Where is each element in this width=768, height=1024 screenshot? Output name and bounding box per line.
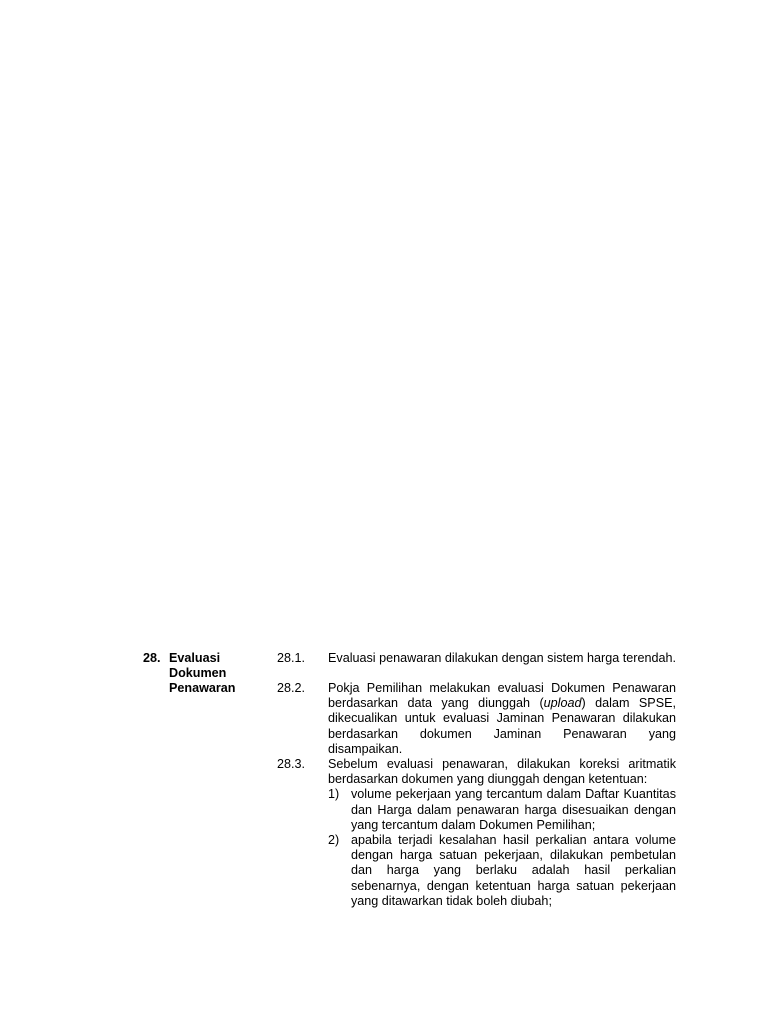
section-title-line-2: Dokumen xyxy=(169,666,227,681)
list-item-number: 2) xyxy=(328,833,340,848)
section-title-line-3: Penawaran xyxy=(169,681,236,696)
section-title-line-1: Evaluasi xyxy=(169,651,221,665)
clause-text-italic: upload xyxy=(543,696,582,711)
list-item xyxy=(328,833,676,909)
clause-number: 28.2. xyxy=(277,681,306,695)
list-item-text: apabila terjadi kesalahan hasil perkalian antara volume dengan harga satuan pekerjaan, dilakukan pembetulan dan harga yang berlaku adalah hasil perkalian sebenarnya, dengan ketentuan harga satuan pekerjaan yang ditawarkan tidak boleh diubah; xyxy=(351,833,676,908)
clause-number: 28.3. xyxy=(277,757,306,771)
clause-text xyxy=(328,681,676,757)
clause-text-after: ) dalam SPSE, dikecualikan untuk evaluasi Jaminan Penawaran dilakukan berdasarkan dokumen Jaminan Penawaran yang disampaikan. xyxy=(328,696,676,756)
list-item-number: 1) xyxy=(328,787,340,802)
clause-text: Sebelum evaluasi penawaran, dilakukan koreksi aritmatik berdasarkan dokumen yang diunggah dengan ketentuan: xyxy=(328,757,676,787)
clause-text-before: Pokja Pemilihan melakukan evaluasi Dokumen Penawaran berdasarkan data yang diunggah ( xyxy=(328,681,676,711)
provision-list xyxy=(328,787,676,909)
section-number: 28. xyxy=(143,651,161,665)
section-title xyxy=(169,651,259,697)
clause-number: 28.1. xyxy=(277,651,306,665)
clause-body xyxy=(328,681,676,757)
clause-body xyxy=(328,757,676,909)
list-item xyxy=(328,787,676,833)
clause-text: Evaluasi penawaran dilakukan dengan sistem harga terendah. xyxy=(328,651,676,665)
clause-body xyxy=(328,651,676,666)
list-item-text: volume pekerjaan yang tercantum dalam Daftar Kuantitas dan Harga dalam penawaran harga disesuaikan dengan yang tercantum dalam Dokumen Pemilihan; xyxy=(351,787,676,832)
